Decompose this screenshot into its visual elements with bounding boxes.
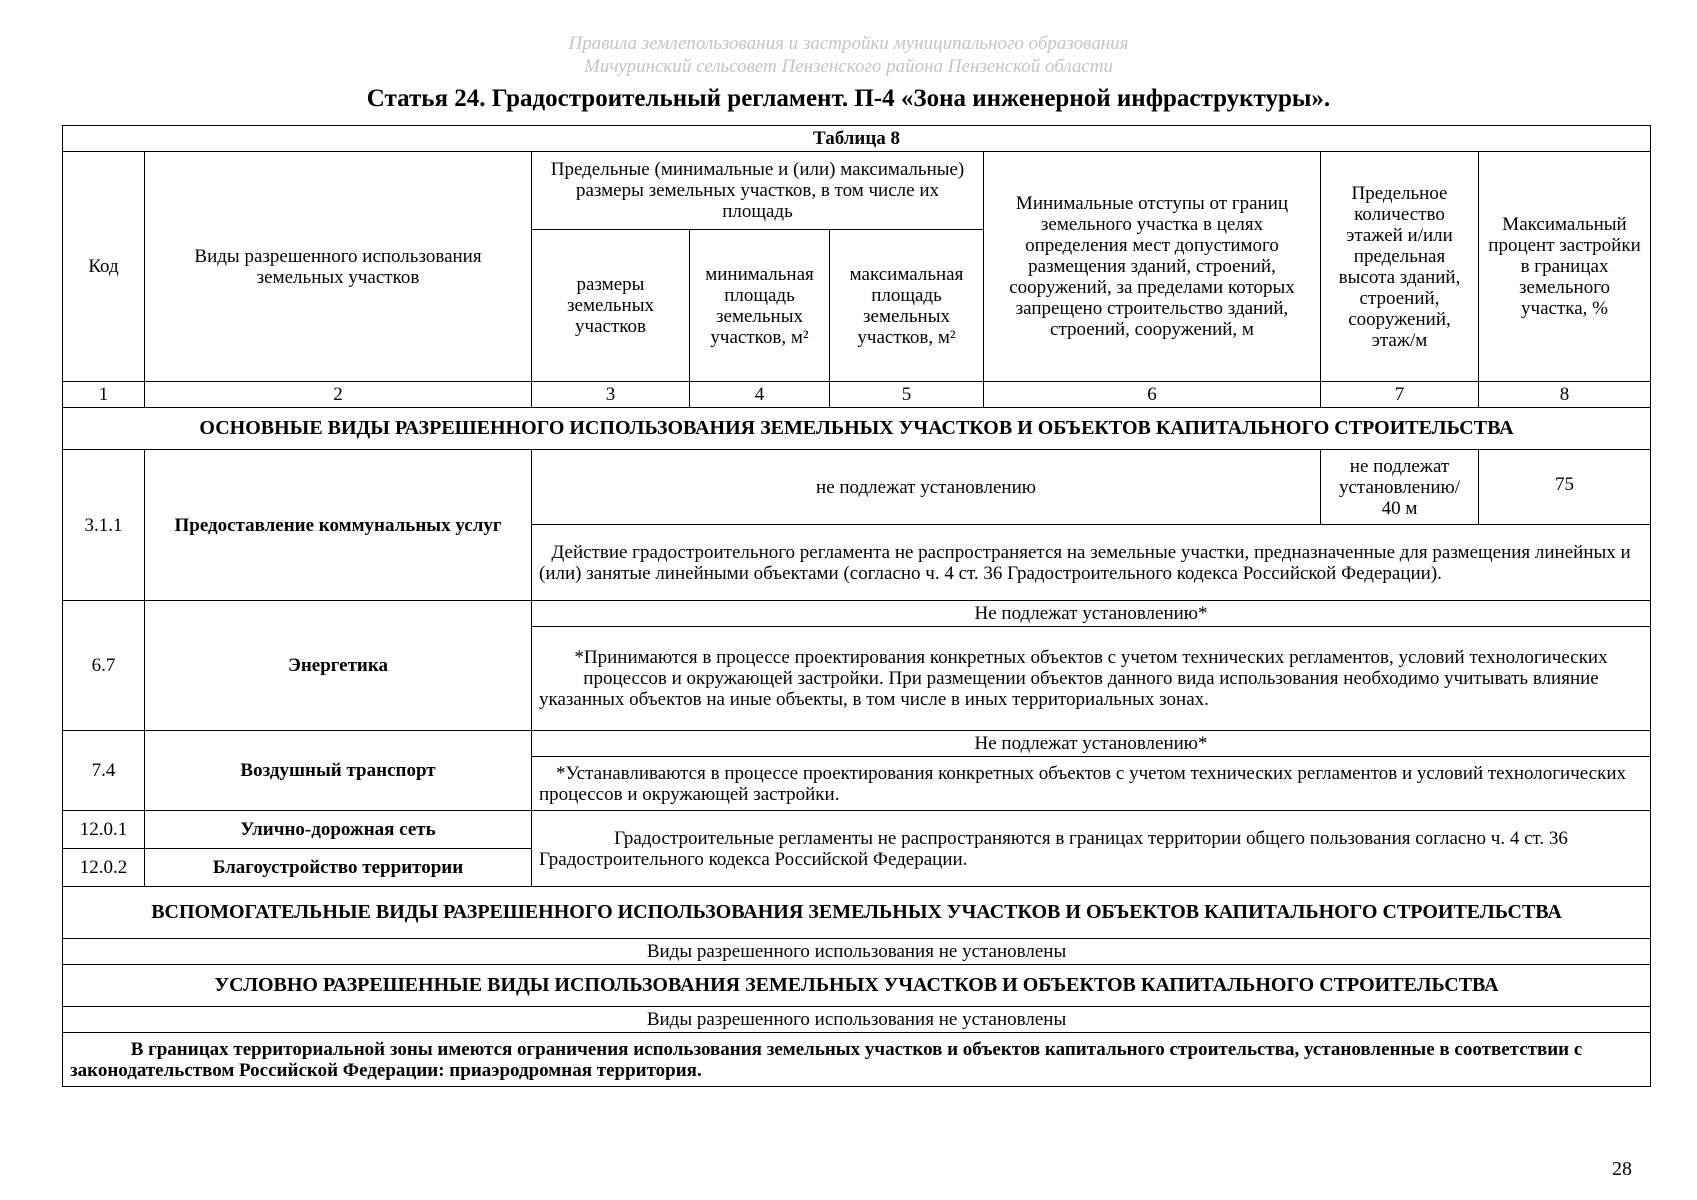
row-note: Действие градостроительного регламента не распространяется на земельные участки, предназначенные для размещения линейных и (или) занятые линейными объектами (согласно ч. 4 ст. 36 Градостроительного кодекса Российской Федерации). [532, 525, 1651, 601]
col-number: 8 [1479, 382, 1651, 408]
table-row [63, 601, 1651, 627]
regulation-table [62, 125, 1651, 1087]
col-number: 4 [690, 382, 830, 408]
row-code: 12.0.2 [63, 849, 145, 887]
header-code: Код [63, 152, 145, 382]
row-floors: не подлежат установлению/ 40 м [1321, 450, 1479, 525]
header-limits-group: Предельные (минимальные и (или) максимальные) размеры земельных участков, в том числе их площадь [532, 152, 984, 230]
header-max-coverage: Максимальный процент застройки в границах земельного участка, % [1479, 152, 1651, 382]
header-line-2: Мичуринский сельсовет Пензенского района Пензенской области [584, 56, 1113, 77]
zone-restrictions-note: В границах территориальной зоны имеются ограничения использования земельных участков и объектов капитального строительства, установленные в соответствии с законодательством Российской Федерации: приаэродромная территория. [63, 1033, 1651, 1087]
row-name: Благоустройство территории [145, 849, 532, 887]
col-number: 7 [1321, 382, 1479, 408]
header-plot-size: размеры земельных участков [532, 230, 690, 382]
header-floors: Предельное количество этажей и/или предельная высота зданий, строений, сооружений, этаж/м [1321, 152, 1479, 382]
page-number: 28 [1612, 1158, 1632, 1180]
section-auxiliary-note: Виды разрешенного использования не установлены [63, 939, 1651, 965]
table-number: Таблица 8 [63, 126, 1651, 152]
row-note: Градостроительные регламенты не распространяются в границах территории общего пользования согласно ч. 4 ст. 36 Градостроительного кодекса Российской Федерации. [532, 811, 1651, 887]
section-conditional-title: УСЛОВНО РАЗРЕШЕННЫЕ ВИДЫ ИСПОЛЬЗОВАНИЯ ЗЕМЕЛЬНЫХ УЧАСТКОВ И ОБЪЕКТОВ КАПИТАЛЬНОГО СТРОИТЕЛЬСТВА [63, 965, 1651, 1007]
row-coverage: 75 [1479, 450, 1651, 525]
row-limits-not-set: Не подлежат установлению* [532, 731, 1651, 757]
header-setbacks: Минимальные отступы от границ земельного участка в целях определения мест допустимого размещения зданий, строений, сооружений, за пределами которых запрещено строительство зданий, строений, сооружений, м [984, 152, 1321, 382]
table-row [63, 450, 1651, 525]
table-row [63, 811, 1651, 849]
row-code: 7.4 [63, 731, 145, 811]
col-number: 1 [63, 382, 145, 408]
col-number: 3 [532, 382, 690, 408]
section-conditional-note: Виды разрешенного использования не установлены [63, 1007, 1651, 1033]
column-numbers-row [63, 382, 1651, 408]
row-code: 12.0.1 [63, 811, 145, 849]
row-limits-not-set: Не подлежат установлению* [532, 601, 1651, 627]
section-auxiliary-title: ВСПОМОГАТЕЛЬНЫЕ ВИДЫ РАЗРЕШЕННОГО ИСПОЛЬЗОВАНИЯ ЗЕМЕЛЬНЫХ УЧАСТКОВ И ОБЪЕКТОВ КАПИТАЛЬНОГО СТРОИТЕЛЬСТВА [63, 887, 1651, 939]
header-uses: Виды разрешенного использования земельных участков [145, 152, 532, 382]
col-number: 2 [145, 382, 532, 408]
page-title: Статья 24. Градостроительный регламент. П-4 «Зона инженерной инфраструктуры». [366, 85, 1331, 112]
header-line-1: Правила землепользования и застройки муниципального образования [568, 33, 1129, 54]
row-code: 3.1.1 [63, 450, 145, 601]
row-limits-not-set: не подлежат установлению [532, 450, 1321, 525]
row-note: *Устанавливаются в процессе проектирования конкретных объектов с учетом технических регламентов и условий технологических процессов и окружающей застройки. [532, 757, 1651, 811]
row-note: *Принимаются в процессе проектирования конкретных объектов с учетом технических регламентов, условий технологических процессов и окружающей застройки. При размещении объектов данного вида использования необходимо учитывать влияние указанных объектов на иные объекты, в том числе в иных территориальных зонах. [532, 627, 1651, 731]
header-max-area: максимальная площадь земельных участков, м² [830, 230, 984, 382]
row-name: Улично-дорожная сеть [145, 811, 532, 849]
table-row [63, 731, 1651, 757]
header-min-area: минимальная площадь земельных участков, м² [690, 230, 830, 382]
row-name: Предоставление коммунальных услуг [145, 450, 532, 601]
row-code: 6.7 [63, 601, 145, 731]
col-number: 5 [830, 382, 984, 408]
row-name: Энергетика [145, 601, 532, 731]
col-number: 6 [984, 382, 1321, 408]
section-main-title: ОСНОВНЫЕ ВИДЫ РАЗРЕШЕННОГО ИСПОЛЬЗОВАНИЯ ЗЕМЕЛЬНЫХ УЧАСТКОВ И ОБЪЕКТОВ КАПИТАЛЬНОГО СТРОИТЕЛЬСТВА [63, 408, 1651, 450]
row-name: Воздушный транспорт [145, 731, 532, 811]
